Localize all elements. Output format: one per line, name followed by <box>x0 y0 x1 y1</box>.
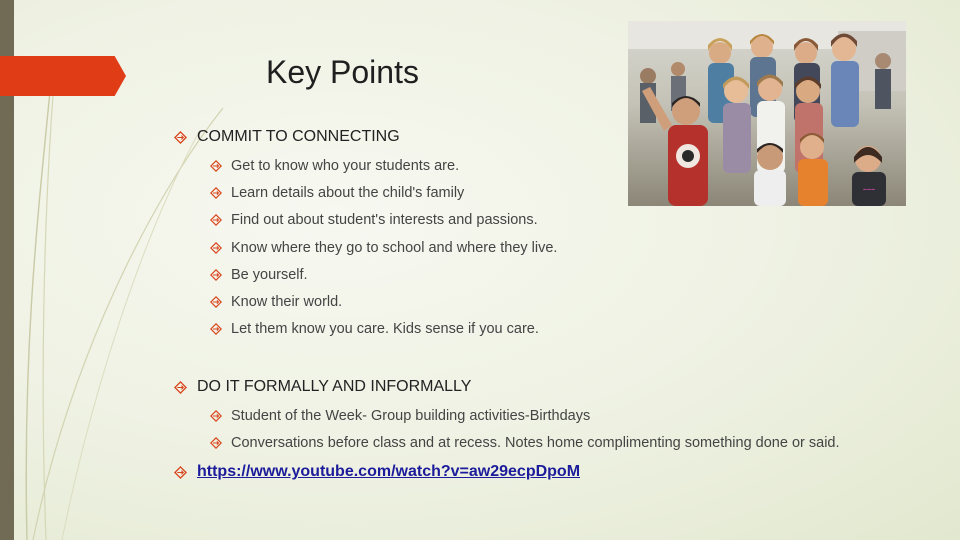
diamond-arrow-icon <box>173 131 187 144</box>
list-item-text: Let them know you care. Kids sense if you care. <box>231 321 539 337</box>
diamond-arrow-icon <box>209 410 222 422</box>
diamond-arrow-icon <box>209 323 222 335</box>
group-photo <box>628 21 906 206</box>
list-item <box>209 185 464 201</box>
list-item-text: Get to know who your students are. <box>231 158 460 174</box>
list-item-text: Know where they go to school and where they live. <box>231 240 558 256</box>
youtube-link[interactable]: https://www.youtube.com/watch?v=aw29ecpDpoM <box>197 463 581 480</box>
list-item <box>209 212 538 228</box>
diamond-arrow-icon <box>173 466 187 479</box>
svg-text:~~~: ~~~ <box>862 187 876 194</box>
section-heading-commit <box>173 128 400 146</box>
section-heading-formally <box>173 378 471 396</box>
list-item-text: Find out about student's interests and passions. <box>231 212 538 228</box>
diamond-arrow-icon <box>209 214 222 226</box>
diamond-arrow-icon <box>209 160 222 172</box>
diamond-arrow-icon <box>209 242 222 254</box>
list-item <box>209 408 590 424</box>
list-item-text: Know their world. <box>231 294 343 310</box>
list-item <box>209 294 342 310</box>
list-item-text: Conversations before class and at recess. Notes home complimenting something done or said. <box>231 435 840 451</box>
slide-title: Key Points <box>266 54 419 90</box>
diamond-arrow-icon <box>209 269 222 281</box>
section-heading-text: DO IT FORMALLY AND INFORMALLY <box>197 378 472 395</box>
diamond-arrow-icon <box>209 296 222 308</box>
list-item-text: Be yourself. <box>231 267 308 283</box>
diamond-arrow-icon <box>209 437 222 449</box>
link-item <box>173 463 580 481</box>
list-item-text: Learn details about the child's family <box>231 185 465 201</box>
list-item-text: Student of the Week- Group building activities-Birthdays <box>231 408 591 424</box>
list-item <box>209 158 459 174</box>
group-photo-illustration <box>628 21 906 206</box>
list-item <box>209 321 539 337</box>
list-item <box>209 267 308 283</box>
diamond-arrow-icon <box>209 187 222 199</box>
list-item <box>209 240 557 256</box>
list-item <box>209 435 840 451</box>
section-heading-text: COMMIT TO CONNECTING <box>197 128 400 145</box>
diamond-arrow-icon <box>173 381 187 394</box>
